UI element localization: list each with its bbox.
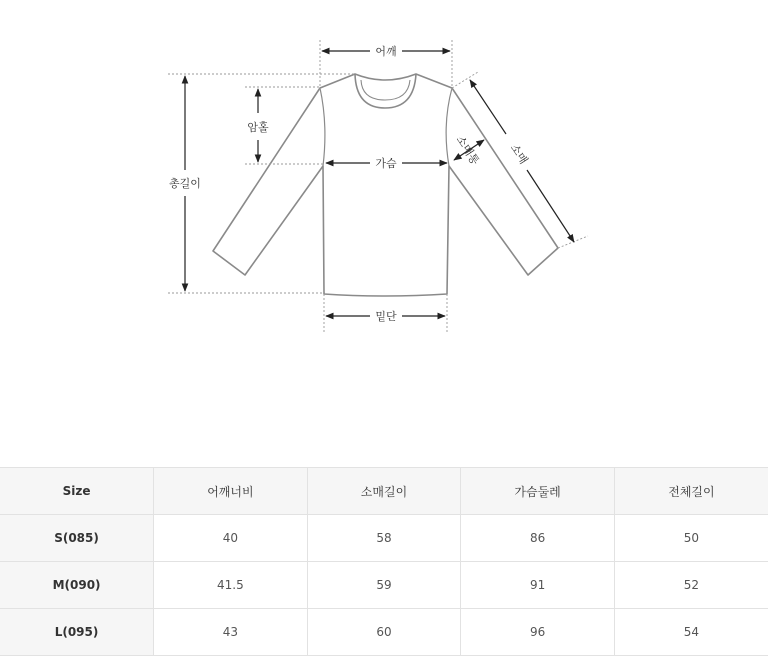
cell-chest: 96 [461,609,615,656]
row-size: M(090) [0,562,154,609]
shirt-outline [213,74,558,296]
chest-label: 가슴 [375,157,397,170]
cell-chest: 91 [461,562,615,609]
cell-sleeve-length: 59 [307,562,461,609]
cell-shoulder-width: 40 [154,515,308,562]
cell-sleeve-length: 60 [307,609,461,656]
cell-shoulder-width: 43 [154,609,308,656]
header-sleeve-length: 소매길이 [307,468,461,515]
sleeve-label: 소매 [507,141,531,167]
table-row [0,515,768,562]
table-row [0,609,768,656]
size-table [0,467,768,656]
cell-sleeve-length: 58 [307,515,461,562]
total-length-label: 총길이 [169,177,201,190]
table-row [0,562,768,609]
cell-total-length: 50 [614,515,768,562]
header-shoulder-width: 어깨너비 [154,468,308,515]
shoulder-label: 어깨 [375,45,397,58]
hem-label: 밑단 [375,310,397,323]
cell-total-length: 54 [614,609,768,656]
sleeve-arrow-up [470,80,506,134]
armhole-label: 암홀 [247,121,269,134]
table-header-row [0,468,768,515]
guide-lines [168,40,588,332]
row-size: L(095) [0,609,154,656]
cell-chest: 86 [461,515,615,562]
row-size: S(085) [0,515,154,562]
header-total-length: 전체길이 [614,468,768,515]
cell-total-length: 52 [614,562,768,609]
sleeve-arrow-down [527,170,574,242]
cell-shoulder-width: 41.5 [154,562,308,609]
diagram-labels [169,44,531,323]
sleeve-width-label: 소매통 [453,133,482,168]
header-size: Size [0,468,154,515]
header-chest: 가슴둘레 [461,468,615,515]
